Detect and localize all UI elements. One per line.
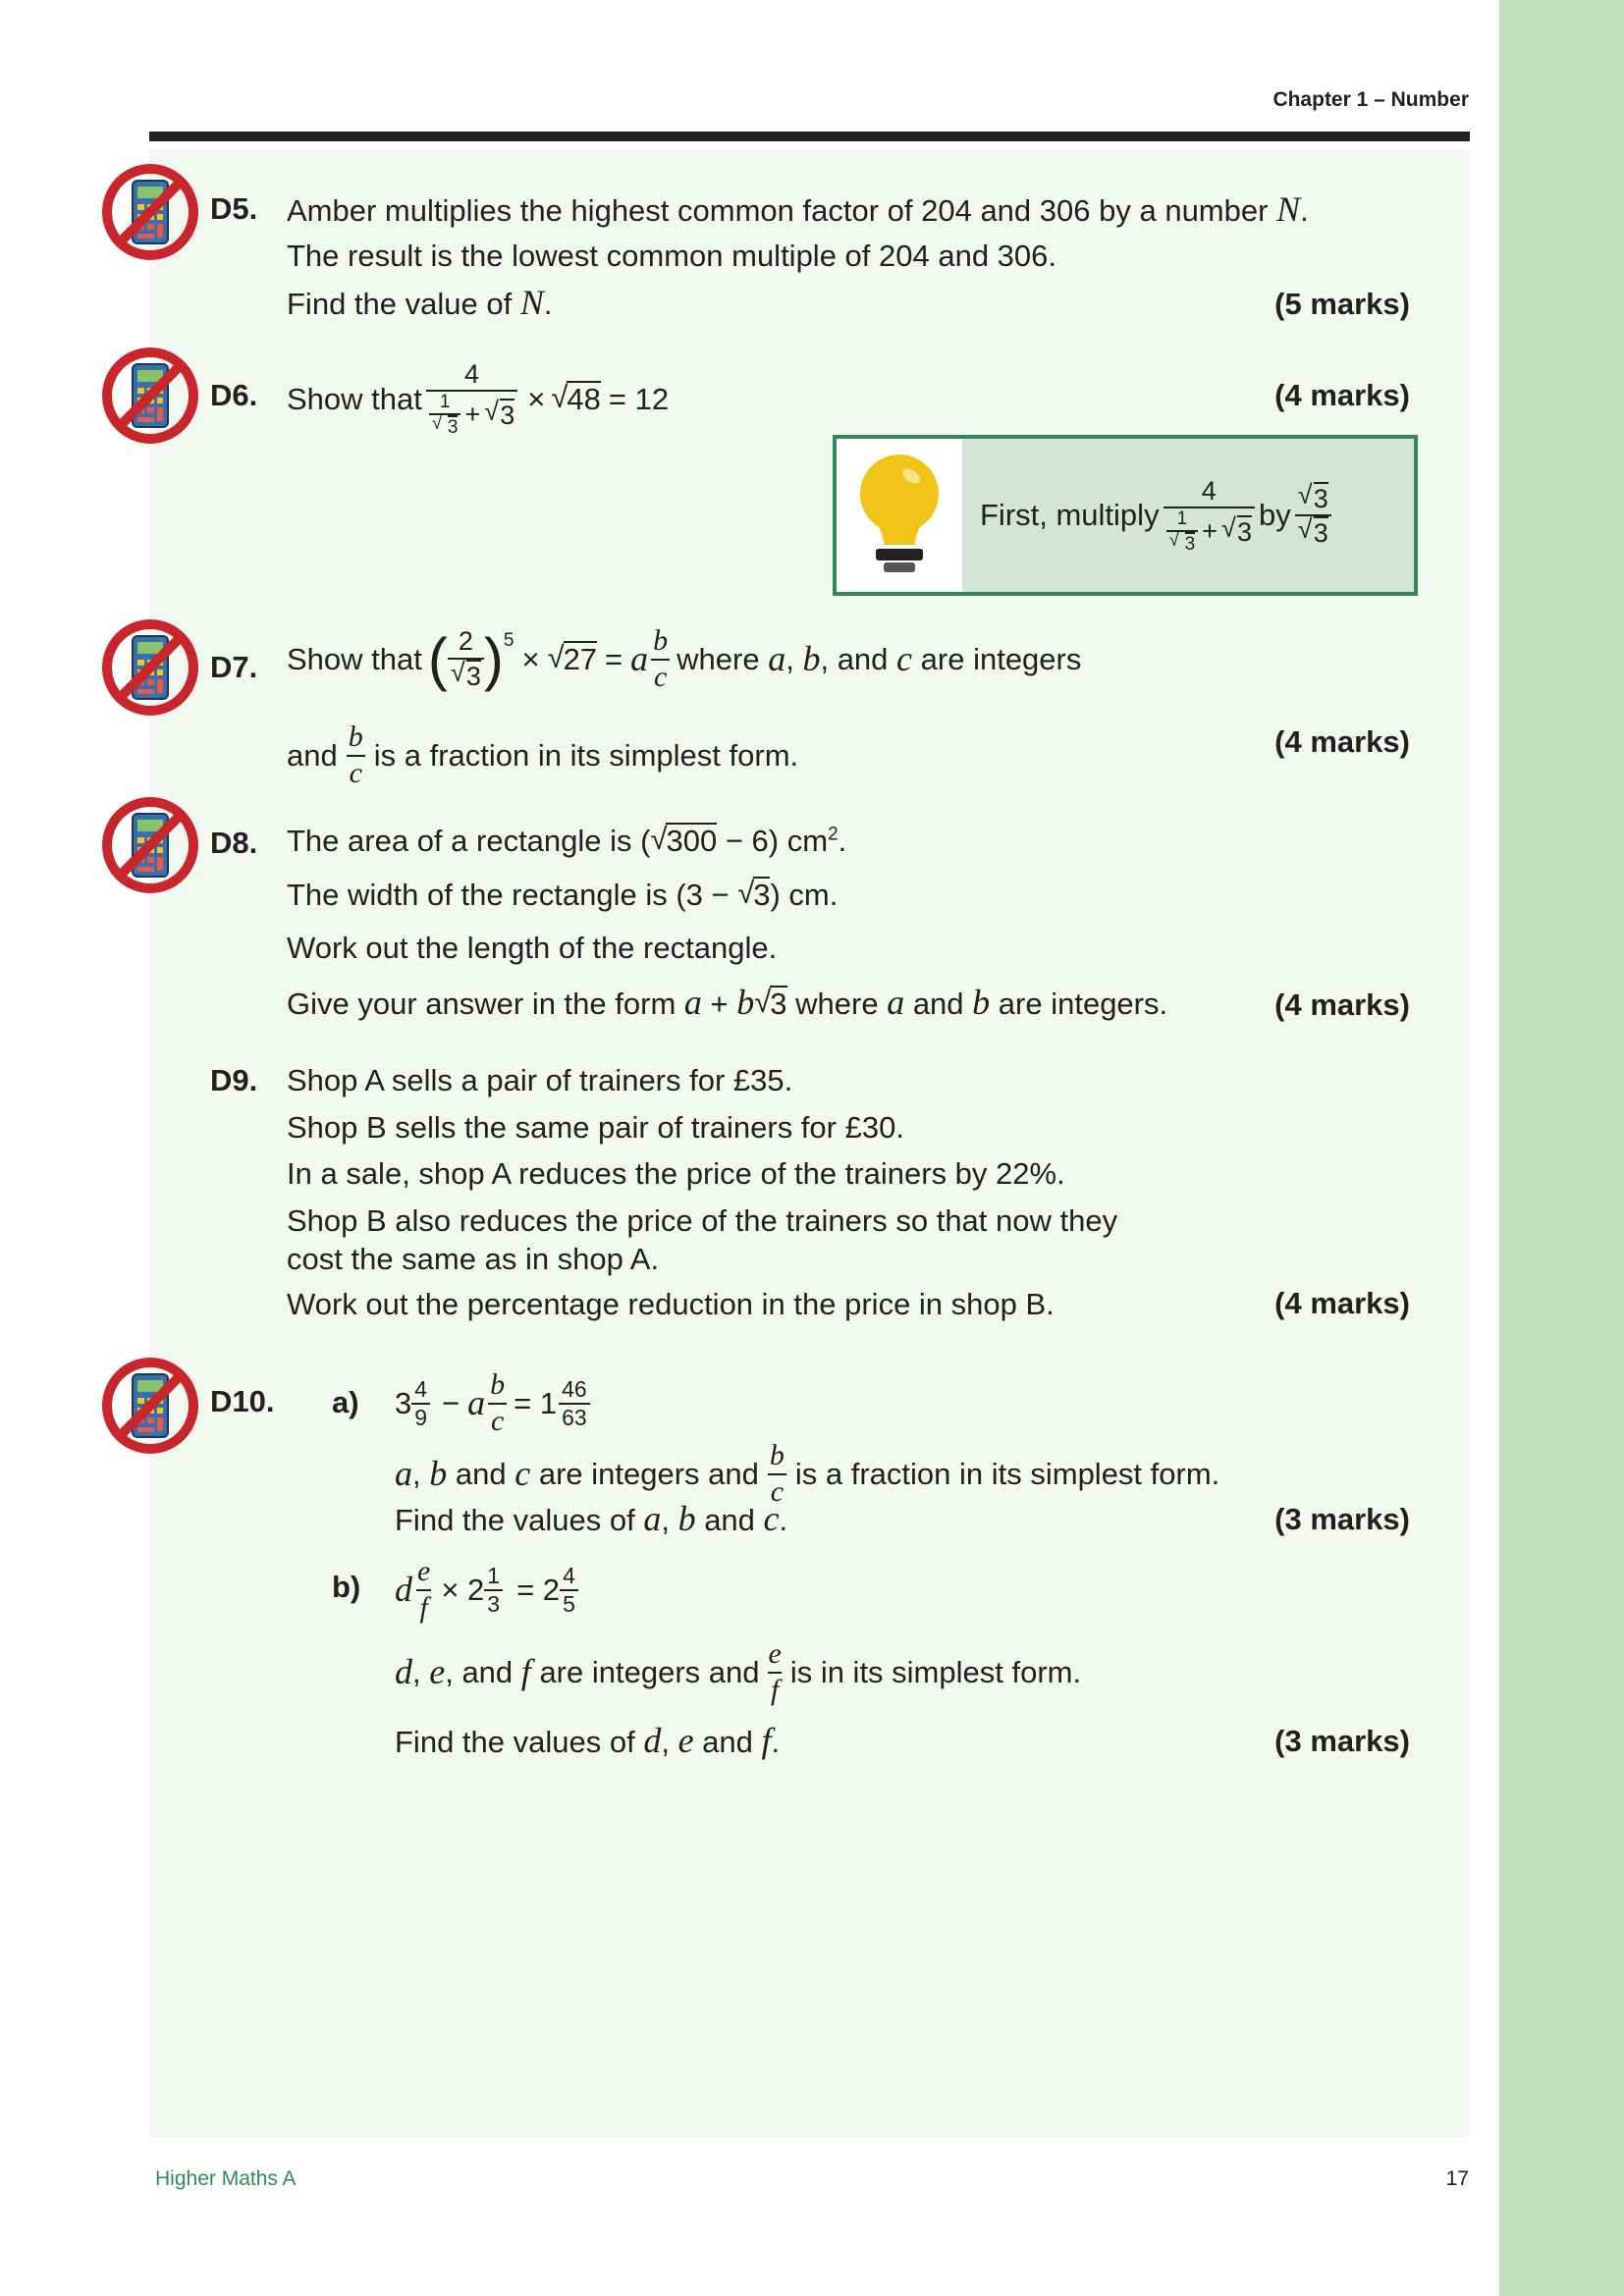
no-calculator-icon [99, 345, 201, 447]
d8-line3: Work out the length of the rectangle. [287, 931, 778, 965]
d9-line5: cost the same as in shop A. [287, 1242, 660, 1276]
no-calculator-icon [99, 1355, 201, 1457]
d8-line2: The width of the rectangle is (3 − √ 3) cm. [287, 877, 838, 913]
d5-marks: (5 marks) [1274, 287, 1410, 321]
hint-box: First, multiply 4 1 √ 3 + √ 3 by √ 3 √ 3 [833, 435, 1418, 596]
question-number-d5: D5. [210, 191, 258, 226]
lightbulb-icon [854, 451, 945, 578]
question-number-d7: D7. [210, 650, 258, 684]
chapter-title: Chapter 1 – Number [1272, 88, 1469, 111]
page-edge-sidebar [1499, 0, 1624, 2296]
d9-line1: Shop A sells a pair of trainers for £35. [287, 1063, 793, 1097]
page-number: 17 [1445, 2167, 1469, 2190]
d9-marks: (4 marks) [1274, 1286, 1410, 1320]
d8-line1: The area of a rectangle is (√ 300 − 6) $cm^2$. [287, 823, 846, 859]
d5-line1: Amber multiplies the highest common factor of 204 and 306 by a number N. [287, 189, 1309, 229]
d10a-line2: a , b and c are integers and $\frac{b}{c}$ is a fraction in its simplest form. [395, 1439, 1220, 1508]
hint-text: First, multiply [980, 498, 1160, 532]
d10a-line3: Find the values of a, b and c. [395, 1499, 788, 1538]
d10b-line2: d , e , and f are integers and $\frac{e}{f}$ is in its simplest form. [395, 1637, 1082, 1706]
d10-part-b-label: b) [332, 1570, 361, 1604]
d10-part-a-label: a) [332, 1385, 359, 1419]
d7-marks: (4 marks) [1274, 724, 1410, 759]
d5-line2: The result is the lowest common multiple of 204 and 306. [287, 239, 1057, 273]
no-calculator-icon [99, 161, 201, 263]
d10a-marks: (3 marks) [1274, 1502, 1410, 1536]
d10a-equation: 3 $\frac{4}{9}$ − a $\frac{b}{c}$ = 1 $\frac{46}{63}$ [395, 1368, 590, 1438]
question-number-d9: D9. [210, 1063, 258, 1097]
d10b-equation: d $\frac{e}{f}$ × 2 $\frac{1}{3}$ = 2 $\frac{4}{5}$ [395, 1555, 578, 1625]
d8-marks: (4 marks) [1274, 988, 1410, 1022]
d6-fraction: 4 1 √ 3 + √ 3 [426, 359, 517, 439]
question-number-d6: D6. [210, 378, 258, 412]
d7-expression: Show that ( 2 √ 3 ) $^5$ × √ 27 = a $\frac{b}{c}$ where a , b , and c are integers [287, 624, 1081, 694]
d7-line2: and $\frac{b}{c}$ is a fraction in its simplest form. [287, 721, 799, 789]
d5-line3: Find the value of N. [287, 283, 553, 322]
d9-line4: Shop B also reduces the price of the trainers so that now they [287, 1203, 1118, 1238]
question-number-d10: D10. [210, 1384, 275, 1418]
no-calculator-icon [99, 794, 201, 896]
d9-line3: In a sale, shop A reduces the price of the trainers by 22%. [287, 1156, 1065, 1191]
d10b-marks: (3 marks) [1274, 1724, 1410, 1758]
footer-book-title: Higher Maths A [155, 2167, 297, 2190]
d6-expression: Show that 4 1 √ 3 + √ 3 × √ 48 = 12 [287, 359, 669, 439]
d10b-line3: Find the values of d, e and f. [395, 1721, 781, 1760]
d6-marks: (4 marks) [1274, 378, 1410, 412]
sqrt-48: √ 48 [551, 381, 600, 417]
header-rule [149, 132, 1470, 141]
d9-line2: Shop B sells the same pair of trainers for £30. [287, 1110, 904, 1145]
d8-line4: Give your answer in the form a + b√ 3 where a and b are integers. [287, 982, 1167, 1024]
question-number-d8: D8. [210, 826, 258, 860]
d9-line6: Work out the percentage reduction in the price in shop B. [287, 1287, 1055, 1321]
no-calculator-icon [99, 616, 201, 719]
